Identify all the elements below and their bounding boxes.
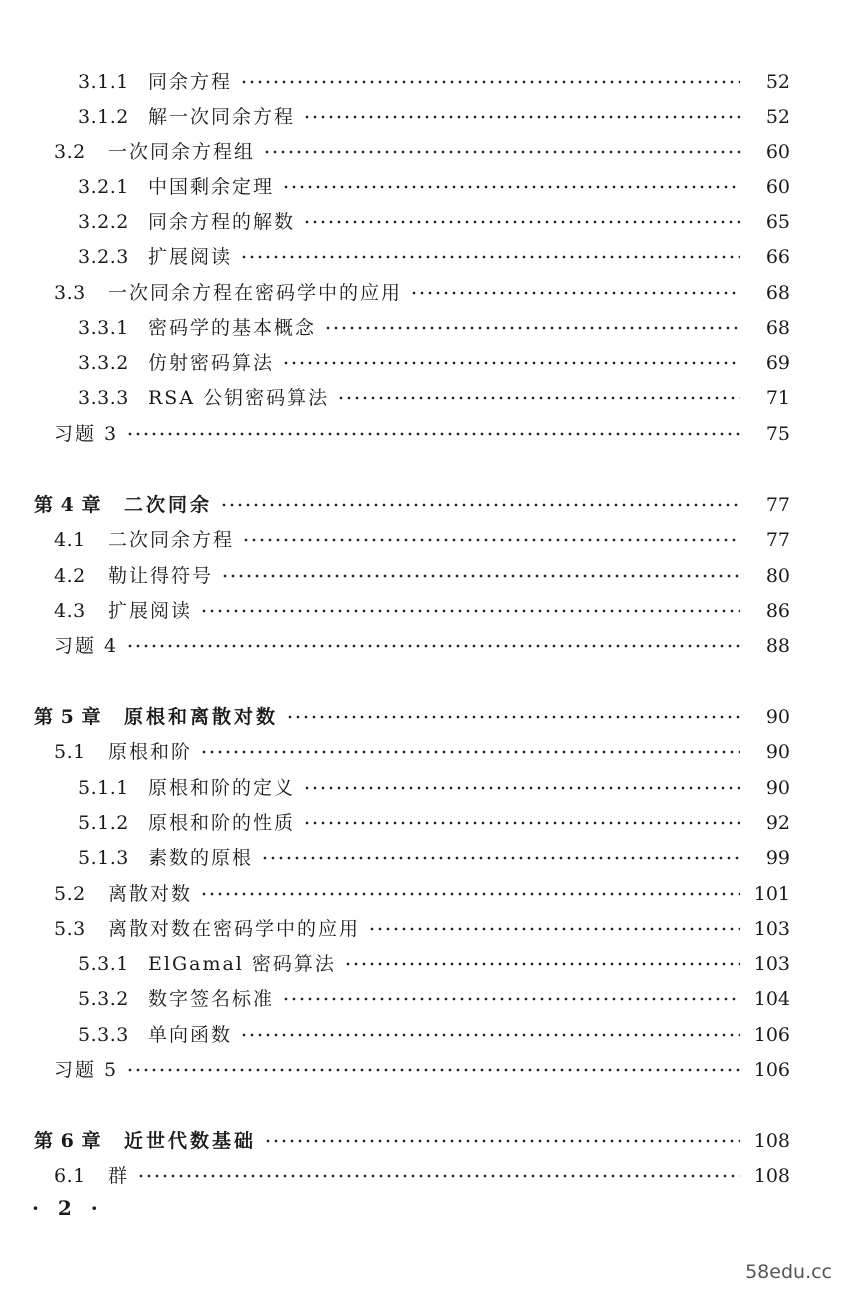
dot-leader	[200, 596, 740, 626]
toc-entry-number: 3.3.3	[78, 387, 129, 409]
toc-entry-title: 扩展阅读	[108, 600, 193, 622]
toc-entry-number: 3.3.1	[78, 317, 129, 339]
toc-entry[interactable]	[0, 525, 852, 555]
toc-entry-title: 原根和阶	[108, 741, 193, 763]
toc-entry-number: 5.1.3	[78, 847, 129, 869]
page-number: · 2 ·	[32, 1196, 104, 1220]
toc-entry-number: 3.2.3	[78, 246, 129, 268]
toc-entry-number: 5.3.3	[78, 1024, 129, 1046]
dot-leader	[137, 1161, 740, 1191]
toc-entry-page: 60	[765, 141, 790, 163]
toc-entry-number: 4.3	[54, 600, 86, 622]
toc-entry-title: 扩展阅读	[148, 246, 233, 268]
toc-entry-number: 5.1	[54, 741, 86, 763]
dot-leader	[282, 984, 740, 1014]
toc-entry-title: 勒让得符号	[108, 565, 214, 587]
toc-entry-number: 3.1.2	[78, 106, 129, 128]
toc-entry-page: 90	[765, 741, 790, 763]
toc-entry-title: 群	[108, 1165, 130, 1187]
toc-entry-title: 同余方程	[148, 71, 233, 93]
dot-leader	[303, 773, 740, 803]
toc-entry-number: 4.1	[54, 529, 86, 551]
toc-entry-title: 习题 3	[54, 423, 119, 445]
dot-leader	[126, 1055, 740, 1085]
toc-entry[interactable]	[0, 843, 852, 873]
toc-entry-number: 5.3.1	[78, 953, 129, 975]
toc-entry[interactable]	[0, 879, 852, 909]
toc-entry-page: 106	[753, 1059, 790, 1081]
toc-entry-title: 一次同余方程组	[108, 141, 256, 163]
toc-entry[interactable]	[0, 207, 852, 237]
toc-entry-page: 52	[765, 106, 790, 128]
toc-entry-title: 一次同余方程在密码学中的应用	[108, 282, 403, 304]
dot-leader	[200, 879, 740, 909]
toc-entry[interactable]	[0, 631, 852, 661]
toc-entry[interactable]	[0, 1161, 852, 1191]
toc-entry-number: 第 6 章	[34, 1130, 101, 1152]
toc-entry-number: 5.1.2	[78, 812, 129, 834]
toc-entry-number: 3.2.2	[78, 211, 129, 233]
toc-entry-page: 103	[753, 918, 790, 940]
dot-leader	[303, 102, 740, 132]
toc-entry-page: 71	[765, 387, 790, 409]
toc-entry-page: 52	[765, 71, 790, 93]
toc-entry-title: 同余方程的解数	[148, 211, 296, 233]
dot-leader	[261, 843, 740, 873]
toc-entry[interactable]	[0, 172, 852, 202]
toc-entry-page: 60	[765, 176, 790, 198]
toc-entry[interactable]	[0, 561, 852, 591]
toc-entry-number: 第 4 章	[34, 494, 101, 516]
dot-leader	[337, 383, 740, 413]
toc-entry-page: 108	[753, 1130, 790, 1152]
toc-entry-page: 66	[765, 246, 790, 268]
toc-entry-page: 90	[765, 777, 790, 799]
toc-entry-title: 素数的原根	[148, 847, 254, 869]
toc-entry[interactable]	[0, 383, 852, 413]
toc-entry-title: 仿射密码算法	[148, 352, 275, 374]
toc-entry-title: 近世代数基础	[124, 1130, 257, 1152]
toc-entry-number: 5.3.2	[78, 988, 129, 1010]
toc-entry[interactable]	[0, 984, 852, 1014]
toc-chapter-entry[interactable]	[0, 490, 852, 520]
toc-entry-title: 解一次同余方程	[148, 106, 296, 128]
dot-leader	[240, 67, 740, 97]
toc-entry[interactable]	[0, 278, 852, 308]
toc-entry[interactable]	[0, 914, 852, 944]
toc-entry-page: 68	[765, 317, 790, 339]
toc-entry[interactable]	[0, 242, 852, 272]
dot-leader	[264, 1126, 740, 1156]
toc-entry-number: 3.3	[54, 282, 86, 304]
toc-entry[interactable]	[0, 419, 852, 449]
toc-entry-page: 77	[765, 529, 790, 551]
toc-entry-title: 原根和阶的性质	[148, 812, 296, 834]
toc-entry-page: 106	[753, 1024, 790, 1046]
toc-entry[interactable]	[0, 737, 852, 767]
toc-entry-page: 104	[753, 988, 790, 1010]
toc-entry-title: RSA 公钥密码算法	[148, 387, 330, 409]
toc-entry-page: 108	[753, 1165, 790, 1187]
toc-entry-page: 92	[765, 812, 790, 834]
toc-entry-number: 6.1	[54, 1165, 86, 1187]
toc-entry-title: 习题 4	[54, 635, 119, 657]
dot-leader	[240, 242, 740, 272]
toc-entry-page: 80	[765, 565, 790, 587]
toc-entry[interactable]	[0, 348, 852, 378]
dot-leader	[282, 172, 740, 202]
dot-leader	[242, 525, 740, 555]
toc-entry-title: 离散对数在密码学中的应用	[108, 918, 361, 940]
toc-entry-number: 3.3.2	[78, 352, 129, 374]
toc-entry-number: 第 5 章	[34, 706, 101, 728]
toc-entry-title: 数字签名标准	[148, 988, 275, 1010]
dot-leader	[303, 207, 740, 237]
toc-entry-title: 二次同余	[124, 494, 213, 516]
toc-entry-number: 5.1.1	[78, 777, 129, 799]
dot-leader	[200, 737, 740, 767]
dot-leader	[344, 949, 740, 979]
toc-entry-title: 原根和阶的定义	[148, 777, 296, 799]
toc-entry-title: 习题 5	[54, 1059, 119, 1081]
dot-leader	[240, 1020, 740, 1050]
toc-entry-title: 中国剩余定理	[148, 176, 275, 198]
toc-entry-page: 86	[765, 600, 790, 622]
toc-entry[interactable]	[0, 1020, 852, 1050]
toc-entry[interactable]	[0, 808, 852, 838]
toc-entry[interactable]	[0, 1055, 852, 1085]
toc-entry-title: 二次同余方程	[108, 529, 235, 551]
toc-entry[interactable]	[0, 949, 852, 979]
toc-entry-page: 90	[765, 706, 790, 728]
dot-leader	[220, 490, 740, 520]
toc-entry[interactable]	[0, 773, 852, 803]
toc-entry-page: 101	[753, 883, 790, 905]
watermark: 58edu.cc	[745, 1261, 832, 1283]
toc-entry[interactable]	[0, 596, 852, 626]
toc-chapter-entry[interactable]	[0, 1126, 852, 1156]
toc-entry-number: 4.2	[54, 565, 86, 587]
toc-entry[interactable]	[0, 67, 852, 97]
dot-leader	[324, 313, 740, 343]
dot-leader	[303, 808, 740, 838]
dot-leader	[126, 631, 740, 661]
toc-entry[interactable]	[0, 137, 852, 167]
dot-leader	[368, 914, 740, 944]
toc-entry-page: 69	[765, 352, 790, 374]
toc-entry-number: 5.2	[54, 883, 86, 905]
toc-entry-title: 离散对数	[108, 883, 193, 905]
dot-leader	[221, 561, 740, 591]
dot-leader	[126, 419, 740, 449]
toc-entry-number: 3.1.1	[78, 71, 129, 93]
toc-entry-page: 103	[753, 953, 790, 975]
dot-leader	[286, 702, 740, 732]
toc-entry-number: 5.3	[54, 918, 86, 940]
toc-entry-title: 单向函数	[148, 1024, 233, 1046]
toc-entry-page: 77	[765, 494, 790, 516]
toc-entry-page: 99	[765, 847, 790, 869]
toc-entry-title: 原根和离散对数	[124, 706, 279, 728]
toc-entry-title: 密码学的基本概念	[148, 317, 317, 339]
toc-entry-page: 75	[765, 423, 790, 445]
toc-chapter-entry[interactable]	[0, 702, 852, 732]
dot-leader	[263, 137, 740, 167]
toc-entry-number: 3.2	[54, 141, 86, 163]
toc-entry-page: 65	[765, 211, 790, 233]
dot-leader	[410, 278, 740, 308]
toc-entry[interactable]	[0, 313, 852, 343]
toc-entry-title: ElGamal 密码算法	[148, 953, 336, 975]
toc-entry-page: 88	[765, 635, 790, 657]
toc-entry-number: 3.2.1	[78, 176, 129, 198]
toc-entry[interactable]	[0, 102, 852, 132]
toc-entry-page: 68	[765, 282, 790, 304]
dot-leader	[282, 348, 740, 378]
